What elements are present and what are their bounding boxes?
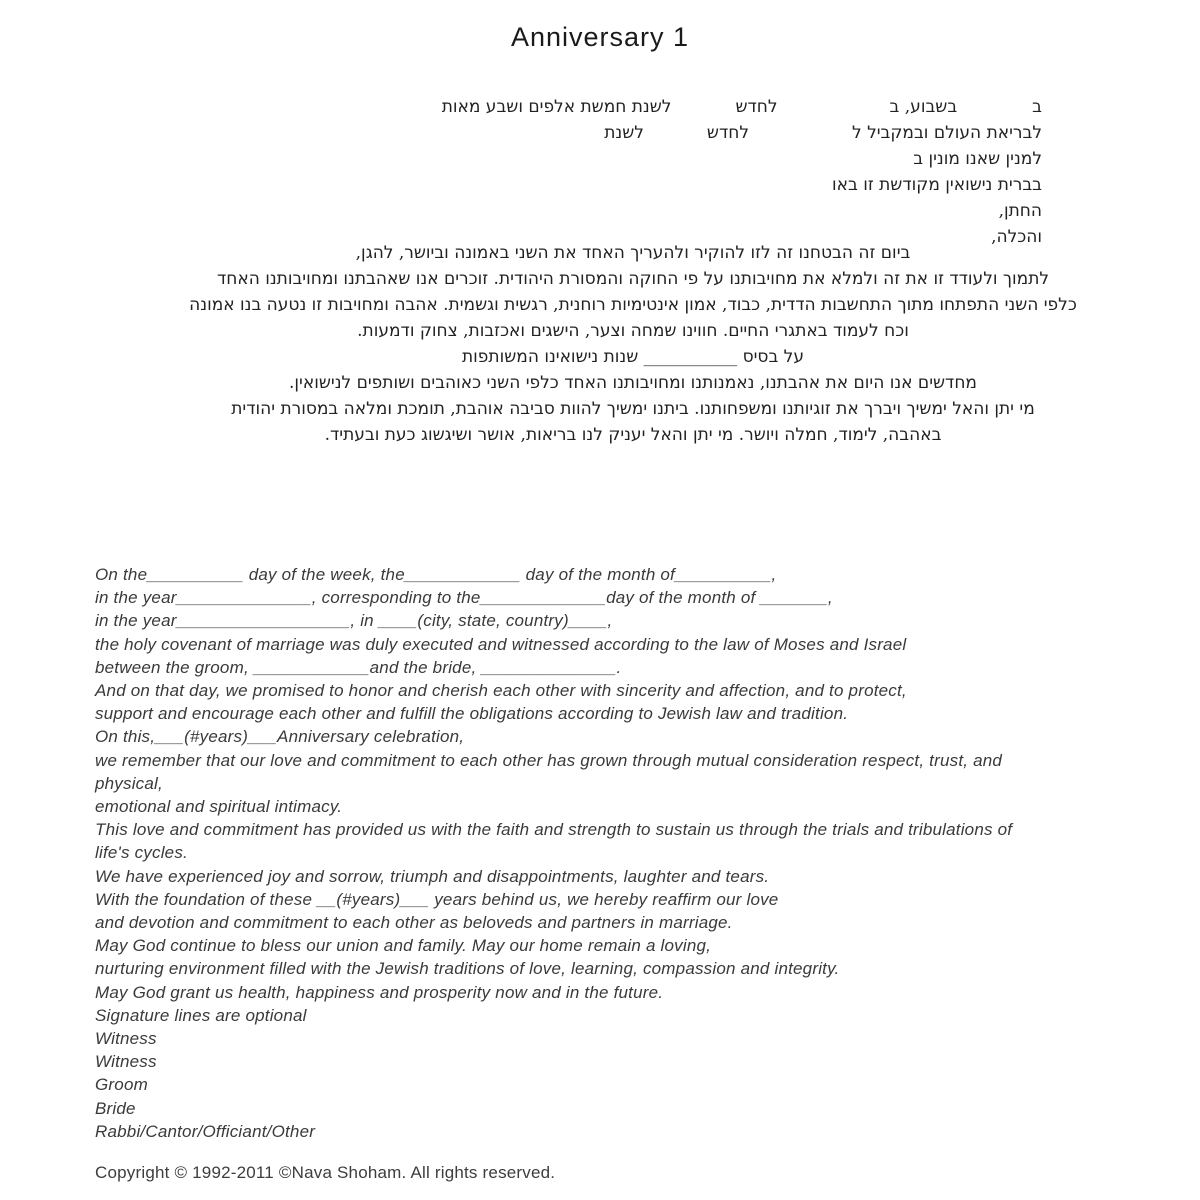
english-text-block [95, 563, 1155, 1143]
fill-in-gap [644, 137, 707, 138]
hebrew-month-label: לחדש [735, 97, 778, 117]
english-line: We have experienced joy and sorrow, triumph and disappointments, laughter and tears. [95, 866, 770, 886]
hebrew-header-row-3: למנין שאנו מונין ב [913, 149, 1042, 169]
hebrew-header-row-groom: החתן, [998, 201, 1042, 221]
fill-in-gap [778, 111, 890, 112]
hebrew-header-row-4: בברית נישואין מקודשת זו באו [831, 175, 1042, 195]
english-line-anniversary: On this,___(#years)___Anniversary celebration, [95, 727, 465, 747]
fill-in-gap [957, 111, 1032, 112]
hebrew-header-block [442, 94, 1042, 250]
hebrew-header-row-1 [442, 94, 1042, 120]
english-line: support and encourage each other and fulfill the obligations according to Jewish law and tradition. [95, 704, 849, 724]
signature-label-witness-2: Witness [95, 1052, 157, 1072]
hebrew-line: ביום זה הבטחנו זה לזו להוקיר ולהעריך האחד את השני באמונה וביושר, להגן, [355, 243, 911, 263]
copyright-line: Copyright © 1992-2011 ©Nava Shoham. All rights reserved. [95, 1163, 556, 1182]
hebrew-line: מי יתן והאל ימשיך ויברך את זוגיותנו ומשפחותנו. ביתנו ימשיך להוות סביבה אוהבת, תומכת ומלאה במסורת יהודית [231, 399, 1035, 419]
english-line-date: On the__________ day of the week, the____________ day of the month of__________, [95, 565, 777, 584]
english-line: nurturing environment filled with the Jewish traditions of love, learning, compassion and integrity. [95, 959, 840, 979]
hebrew-week-label: בשבוע, ב [889, 97, 958, 117]
hebrew-year-label: לשנת חמשת אלפים ושבע מאות [441, 97, 672, 117]
hebrew-line: וכח לעמוד באתגרי החיים. חווינו שמחה וצער, הישגים ואכזבות, צחוק ודמעות. [357, 321, 909, 341]
fill-in-gap [671, 111, 735, 112]
hebrew-line: לתמוך ולעודד זו את זה ולמלא את מחויבותנו על פי החוקה והמסורת היהודית. זוכרים אנו שאהבתנו ומחויבותנו האחד [216, 269, 1050, 289]
signature-label-witness-1: Witness [95, 1029, 157, 1049]
english-line-signature-note: Signature lines are optional [95, 1005, 307, 1025]
hebrew-line: כלפי השני התפתחו מתוך התחשבות הדדית, כבוד, אמון אינטימיות רוחנית, רגשית וגשמית. אהבה ומחויבות זו נטעה בנו אמונה [189, 295, 1077, 315]
hebrew-paragraph [140, 240, 1126, 448]
signature-label-groom: Groom [95, 1075, 148, 1095]
english-line-years: With the foundation of these __(#years)___ years behind us, we hereby reaffirm our love [95, 889, 779, 909]
english-line: May God continue to bless our union and family. May our home remain a loving, [95, 936, 712, 956]
english-line: and devotion and commitment to each other as beloveds and partners in marriage. [95, 913, 733, 933]
page-title: Anniversary 1 [510, 22, 690, 52]
hebrew-creation-label: לבריאת העולם ובמקביל ל [852, 123, 1042, 143]
hebrew-prefix-day: ב [1032, 97, 1042, 117]
hebrew-year-label-2: לשנת [604, 123, 644, 143]
hebrew-month-label-2: לחדש [706, 123, 750, 143]
hebrew-line: באהבה, לימוד, חמלה ויושר. מי יתן והאל יעניק לנו בריאות, אושר ושיגשוג כעת ובעתיד. [324, 425, 942, 445]
english-line: we remember that our love and commitment to each other has grown through mutual consideration respect, trust, and [95, 750, 1003, 770]
english-line-groom-bride: between the groom, ____________and the bride, ______________. [95, 657, 622, 677]
english-line: the holy covenant of marriage was duly executed and witnessed according to the law of Moses and Israel [95, 634, 907, 654]
hebrew-line-years-blank: על בסיס ___________ שנות נישואינו המשותפות [462, 347, 804, 367]
english-line-year: in the year______________, corresponding to the_____________day of the month of _______, [95, 588, 833, 608]
hebrew-header-row-bride: והכלה, [991, 227, 1042, 247]
signature-label-bride: Bride [95, 1098, 136, 1118]
signature-label-officiant: Rabbi/Cantor/Officiant/Other [95, 1121, 316, 1141]
hebrew-line: מחדשים אנו היום את אהבתנו, נאמנותנו ומחויבותנו האחד כלפי השני כאוהבים ושותפים לנישואין. [289, 373, 977, 393]
english-line: physical, [95, 773, 163, 793]
hebrew-header-row-2 [442, 120, 1042, 146]
english-line: emotional and spiritual intimacy. [95, 797, 343, 817]
english-line: life's cycles. [95, 843, 188, 863]
english-line-place: in the year__________________, in ____(city, state, country)____, [95, 611, 613, 631]
english-line: May God grant us health, happiness and prosperity now and in the future. [95, 982, 664, 1002]
fill-in-gap [749, 137, 852, 138]
english-line: This love and commitment has provided us with the faith and strength to sustain us through the trials and tribulations of [95, 820, 1013, 840]
english-line: And on that day, we promised to honor and cherish each other with sincerity and affection, and to protect, [95, 681, 907, 701]
